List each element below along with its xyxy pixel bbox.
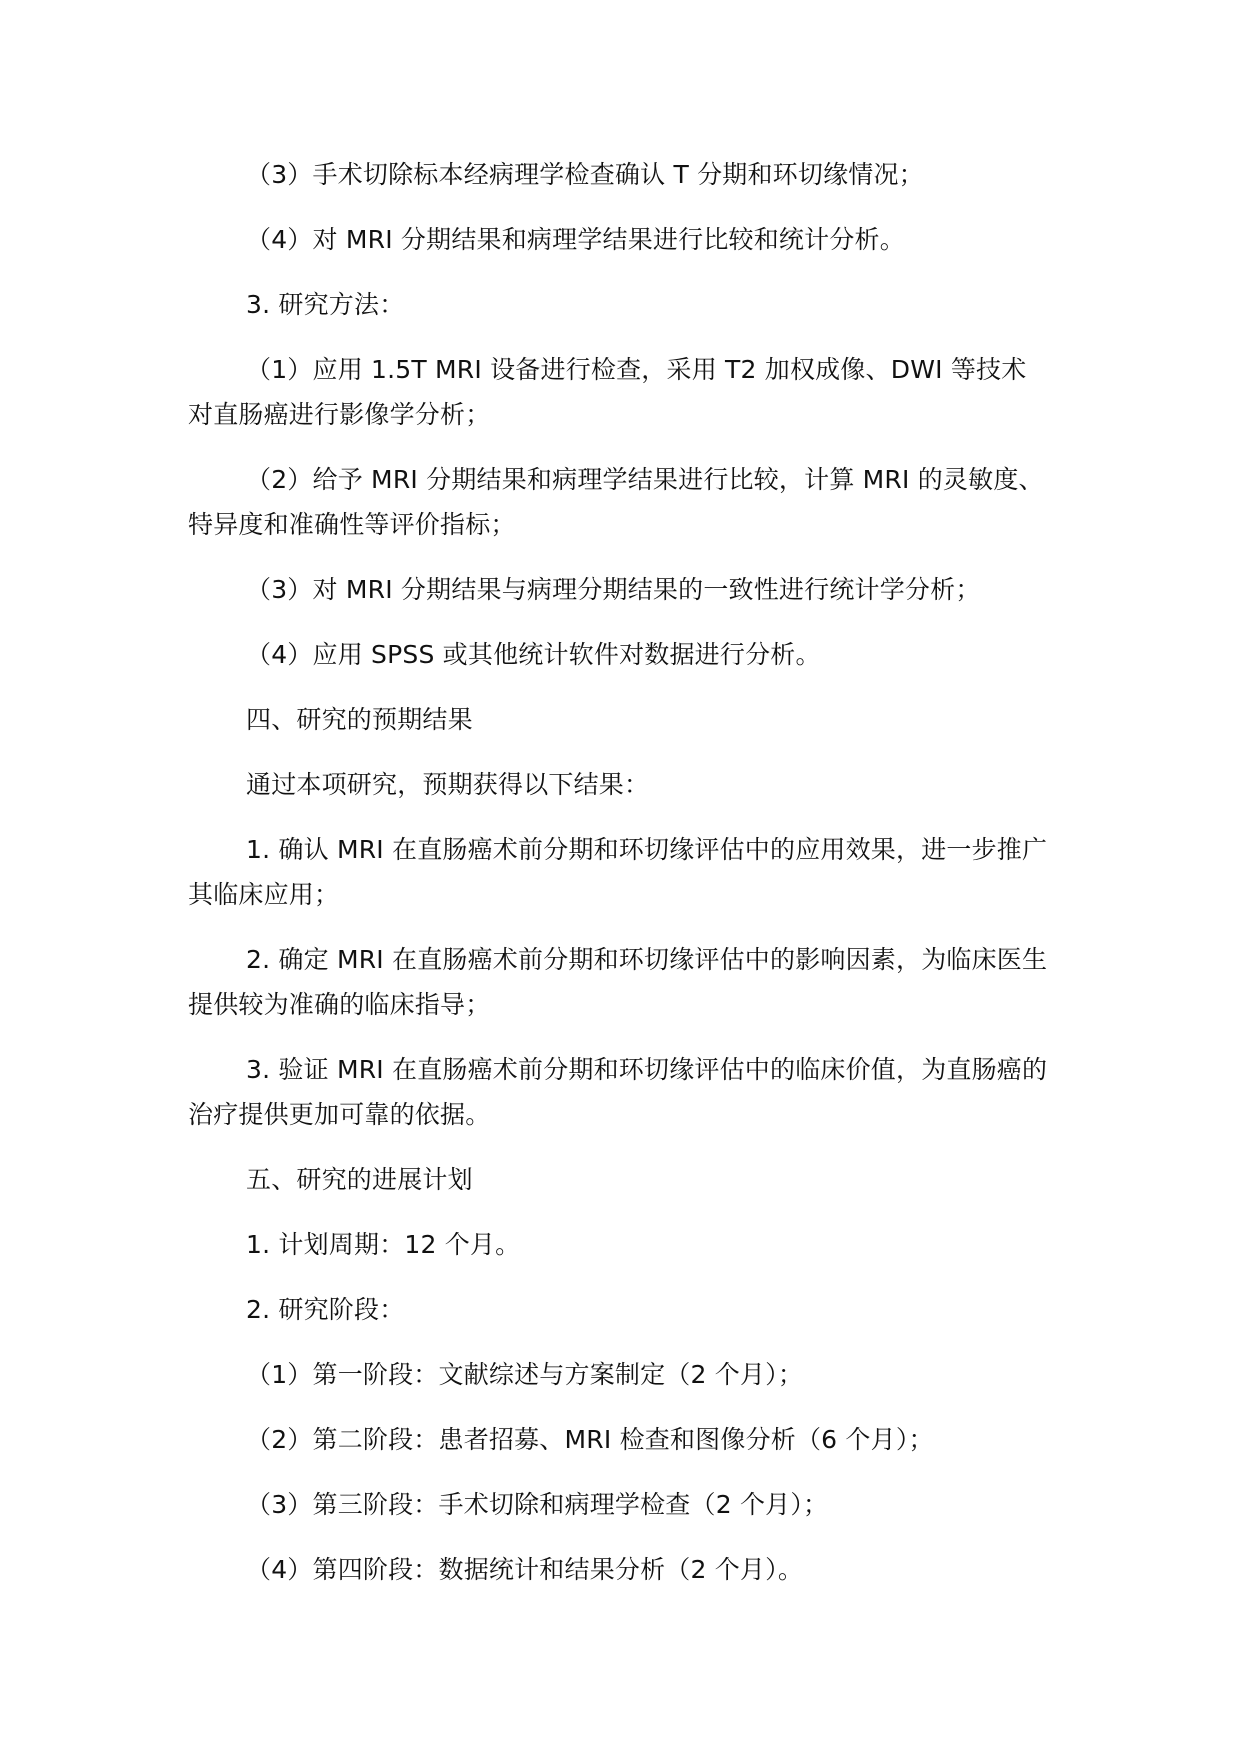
section-heading-progress-plan: 五、研究的进展计划: [246, 1165, 473, 1194]
paragraph-expected-results-intro: 通过本项研究，预期获得以下结果：: [246, 770, 650, 799]
paragraph-research-method-4: （4）应用 SPSS 或其他统计软件对数据进行分析。: [246, 640, 821, 669]
paragraph-expected-result-1: 1. 确认 MRI 在直肠癌术前分期和环切缘评估中的应用效果，进一步推广其临床应用；: [188, 835, 1048, 909]
paragraph-method-step-4-comparison: （4）对 MRI 分期结果和病理学结果进行比较和统计分析。: [246, 225, 905, 254]
document-body: [188, 152, 1050, 1592]
paragraph-stage-1: （1）第一阶段：文献综述与方案制定（2 个月）；: [246, 1360, 804, 1389]
paragraph-research-method-3: （3）对 MRI 分期结果与病理分期结果的一致性进行统计学分析；: [246, 575, 981, 604]
paragraph-research-methods-heading: 3. 研究方法：: [246, 290, 405, 319]
paragraph-expected-result-2: 2. 确定 MRI 在直肠癌术前分期和环切缘评估中的影响因素，为临床医生提供较为准确的临床指导；: [188, 945, 1048, 1019]
paragraph-research-method-2: （2）给予 MRI 分期结果和病理学结果进行比较，计算 MRI 的灵敏度、特异度和准确性等评价指标；: [188, 465, 1044, 539]
paragraph-stage-4: （4）第四阶段：数据统计和结果分析（2 个月）。: [246, 1555, 804, 1584]
paragraph-stage-3: （3）第三阶段：手术切除和病理学检查（2 个月）；: [246, 1490, 829, 1519]
paragraph-expected-result-3: 3. 验证 MRI 在直肠癌术前分期和环切缘评估中的临床价值，为直肠癌的治疗提供更加可靠的依据。: [188, 1055, 1048, 1129]
paragraph-method-step-3-pathology: （3）手术切除标本经病理学检查确认 T 分期和环切缘情况；: [246, 160, 924, 189]
paragraph-plan-period: 1. 计划周期：12 个月。: [246, 1230, 521, 1259]
paragraph-research-method-1: （1）应用 1.5T MRI 设备进行检查，采用 T2 加权成像、DWI 等技术对直肠癌进行影像学分析；: [188, 355, 1027, 429]
paragraph-stage-2: （2）第二阶段：患者招募、MRI 检查和图像分析（6 个月）；: [246, 1425, 934, 1454]
section-heading-expected-results: 四、研究的预期结果: [246, 705, 473, 734]
paragraph-research-stages-heading: 2. 研究阶段：: [246, 1295, 405, 1324]
